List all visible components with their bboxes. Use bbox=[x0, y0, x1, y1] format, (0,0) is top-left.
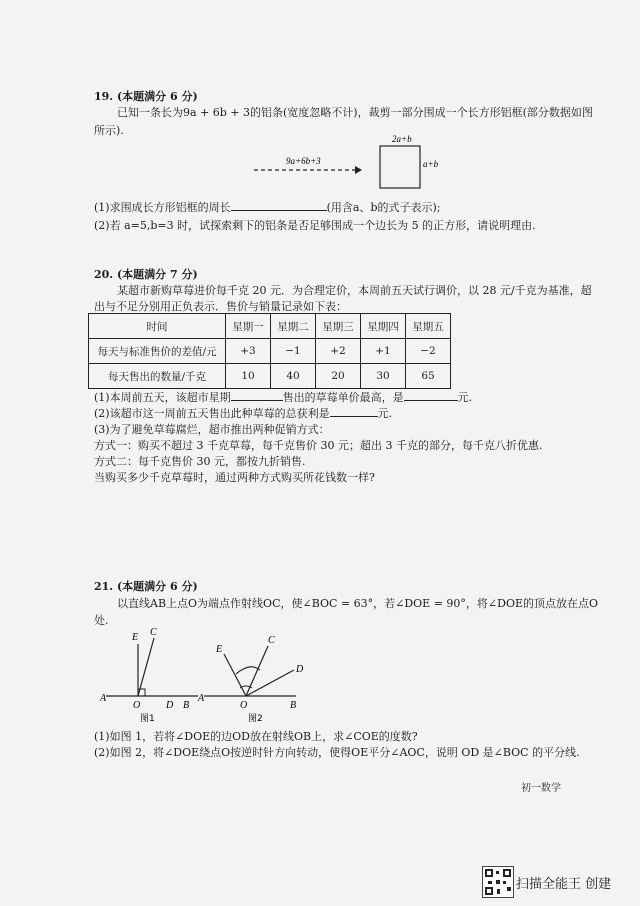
fig2-label-e: E bbox=[216, 644, 223, 655]
q19-text-1: 已知一条长为9a + 6b + 3的铝条(宽度忽略不计)，裁剪一部分围成一个长方形铝框(部分数据如图 bbox=[117, 106, 593, 119]
table-cell: −2 bbox=[406, 339, 451, 364]
table-cell: 30 bbox=[361, 364, 406, 389]
qr-code-icon bbox=[482, 866, 514, 898]
table-cell: 10 bbox=[226, 364, 271, 389]
fig1-label-a: A bbox=[100, 693, 107, 704]
q20-text-2: 出与不足分别用正负表示．售价与销量记录如下表： bbox=[94, 300, 347, 313]
fig1-label-d: D bbox=[166, 700, 174, 711]
table-row bbox=[89, 314, 451, 339]
q20-answer-blank-day[interactable] bbox=[231, 389, 283, 401]
fig2-ray-od bbox=[246, 670, 294, 696]
table-header-cell: 星期三 bbox=[316, 314, 361, 339]
q19-part-2: (2)若 a=5,b=3 时，试探索剩下的铝条是否足够围成一个边长为 5 的正方形，请说明理由. bbox=[94, 219, 536, 232]
q20-question: 当购买多少千克草莓时，通过两种方式购买所花钱数一样? bbox=[94, 471, 375, 484]
q19-label-side: a+b bbox=[423, 159, 439, 169]
fig2-label-d: D bbox=[296, 664, 304, 675]
fig1-label-b: B bbox=[183, 700, 190, 711]
q19-rectangle-frame bbox=[380, 146, 420, 188]
table-cell: +1 bbox=[361, 339, 406, 364]
q19-label-strip: 9a+6b+3 bbox=[286, 156, 321, 166]
fig2-caption: 图2 bbox=[248, 714, 263, 724]
q20-method-2: 方式二：每千克售价 30 元，都按九折销售. bbox=[94, 455, 306, 468]
q20-part-1-b: 售出的草莓单价最高，是 bbox=[282, 391, 404, 404]
q20-part-2-b: 元. bbox=[377, 407, 393, 420]
q20-part-3: (3)为了避免草莓腐烂，超市推出两种促销方式： bbox=[94, 423, 330, 436]
q19-part-1-pre: (1)求围成长方形铝框的周长 bbox=[94, 201, 231, 214]
fig1-caption: 图1 bbox=[140, 714, 155, 724]
table-header-cell: 星期一 bbox=[226, 314, 271, 339]
q20-answer-blank-profit[interactable] bbox=[330, 405, 378, 417]
q20-text-1: 某超市新购草莓进价每千克 20 元．为合理定价，本周前五天试行调价，以 28 元/千克为基准，超 bbox=[117, 284, 592, 297]
fig2-ray-oe bbox=[224, 654, 246, 696]
q20-part-2 bbox=[94, 405, 392, 421]
q20-part-1-c: 元. bbox=[457, 391, 473, 404]
fig2-label-c: C bbox=[268, 635, 275, 646]
q21-figures bbox=[100, 624, 320, 724]
scanner-watermark: 扫描全能王 创建 bbox=[516, 877, 612, 892]
table-cell: +2 bbox=[316, 339, 361, 364]
fig2-label-b: B bbox=[290, 700, 297, 711]
table-row bbox=[89, 339, 451, 364]
q21-part-1: (1)如图 1，若将∠DOE的边OD放在射线OB上，求∠COE的度数? bbox=[94, 730, 418, 743]
fig1-label-c: C bbox=[150, 627, 157, 638]
table-header-cell: 星期二 bbox=[271, 314, 316, 339]
fig2-label-a: A bbox=[198, 693, 205, 704]
q19-label-top: 2a+b bbox=[392, 134, 412, 144]
q19-text-2: 所示). bbox=[94, 124, 124, 137]
q19-heading: 19. (本题满分 6 分) bbox=[94, 90, 198, 103]
q21-part-2: (2)如图 2，将∠DOE绕点O按逆时针方向转动，使得OE平分∠AOC，说明 OD 是∠BOC 的平分线. bbox=[94, 746, 580, 759]
table-row bbox=[89, 364, 451, 389]
q19-answer-blank-1[interactable] bbox=[231, 199, 327, 211]
fig1-label-o: O bbox=[133, 700, 141, 711]
table-cell: +3 bbox=[226, 339, 271, 364]
q19-figure bbox=[250, 132, 460, 198]
q19-part-1-post: (用含a、b的式子表示); bbox=[326, 201, 441, 214]
table-header-cell: 时间 bbox=[89, 314, 226, 339]
q21-text-1: 以直线AB上点O为端点作射线OC，使∠BOC = 63°，若∠DOE = 90°，将∠DOE的顶点放在点O bbox=[117, 597, 599, 610]
q20-answer-blank-price[interactable] bbox=[404, 389, 458, 401]
table-cell: 40 bbox=[271, 364, 316, 389]
q20-part-2-a: (2)该超市这一周前五天售出此种草莓的总获利是 bbox=[94, 407, 330, 420]
q19-part-1 bbox=[94, 199, 440, 215]
q20-part-1 bbox=[94, 389, 472, 405]
table-row-label: 每天售出的数量/千克 bbox=[89, 364, 226, 389]
table-cell: 65 bbox=[406, 364, 451, 389]
q21-text-2: 处. bbox=[94, 614, 109, 627]
q20-sales-table bbox=[88, 313, 451, 389]
q20-method-1: 方式一：购买不超过 3 千克草莓，每千克售价 30 元；超出 3 千克的部分，每千克八折优惠. bbox=[94, 439, 543, 452]
table-header-cell: 星期五 bbox=[406, 314, 451, 339]
fig1-label-e: E bbox=[132, 632, 139, 643]
q21-heading: 21. (本题满分 6 分) bbox=[94, 580, 198, 593]
fig1-ray-oc bbox=[138, 638, 154, 696]
fig2-label-o: O bbox=[240, 700, 248, 711]
table-cell: 20 bbox=[316, 364, 361, 389]
fig2-ray-oc bbox=[246, 646, 268, 696]
page-footer: 初一数学 bbox=[521, 783, 561, 794]
table-cell: −1 bbox=[271, 339, 316, 364]
table-header-cell: 星期四 bbox=[361, 314, 406, 339]
q19-strip-arrow bbox=[355, 166, 362, 174]
q20-part-1-a: (1)本周前五天，该超市星期 bbox=[94, 391, 231, 404]
table-row-label: 每天与标准售价的差值/元 bbox=[89, 339, 226, 364]
q20-heading: 20. (本题满分 7 分) bbox=[94, 268, 198, 281]
